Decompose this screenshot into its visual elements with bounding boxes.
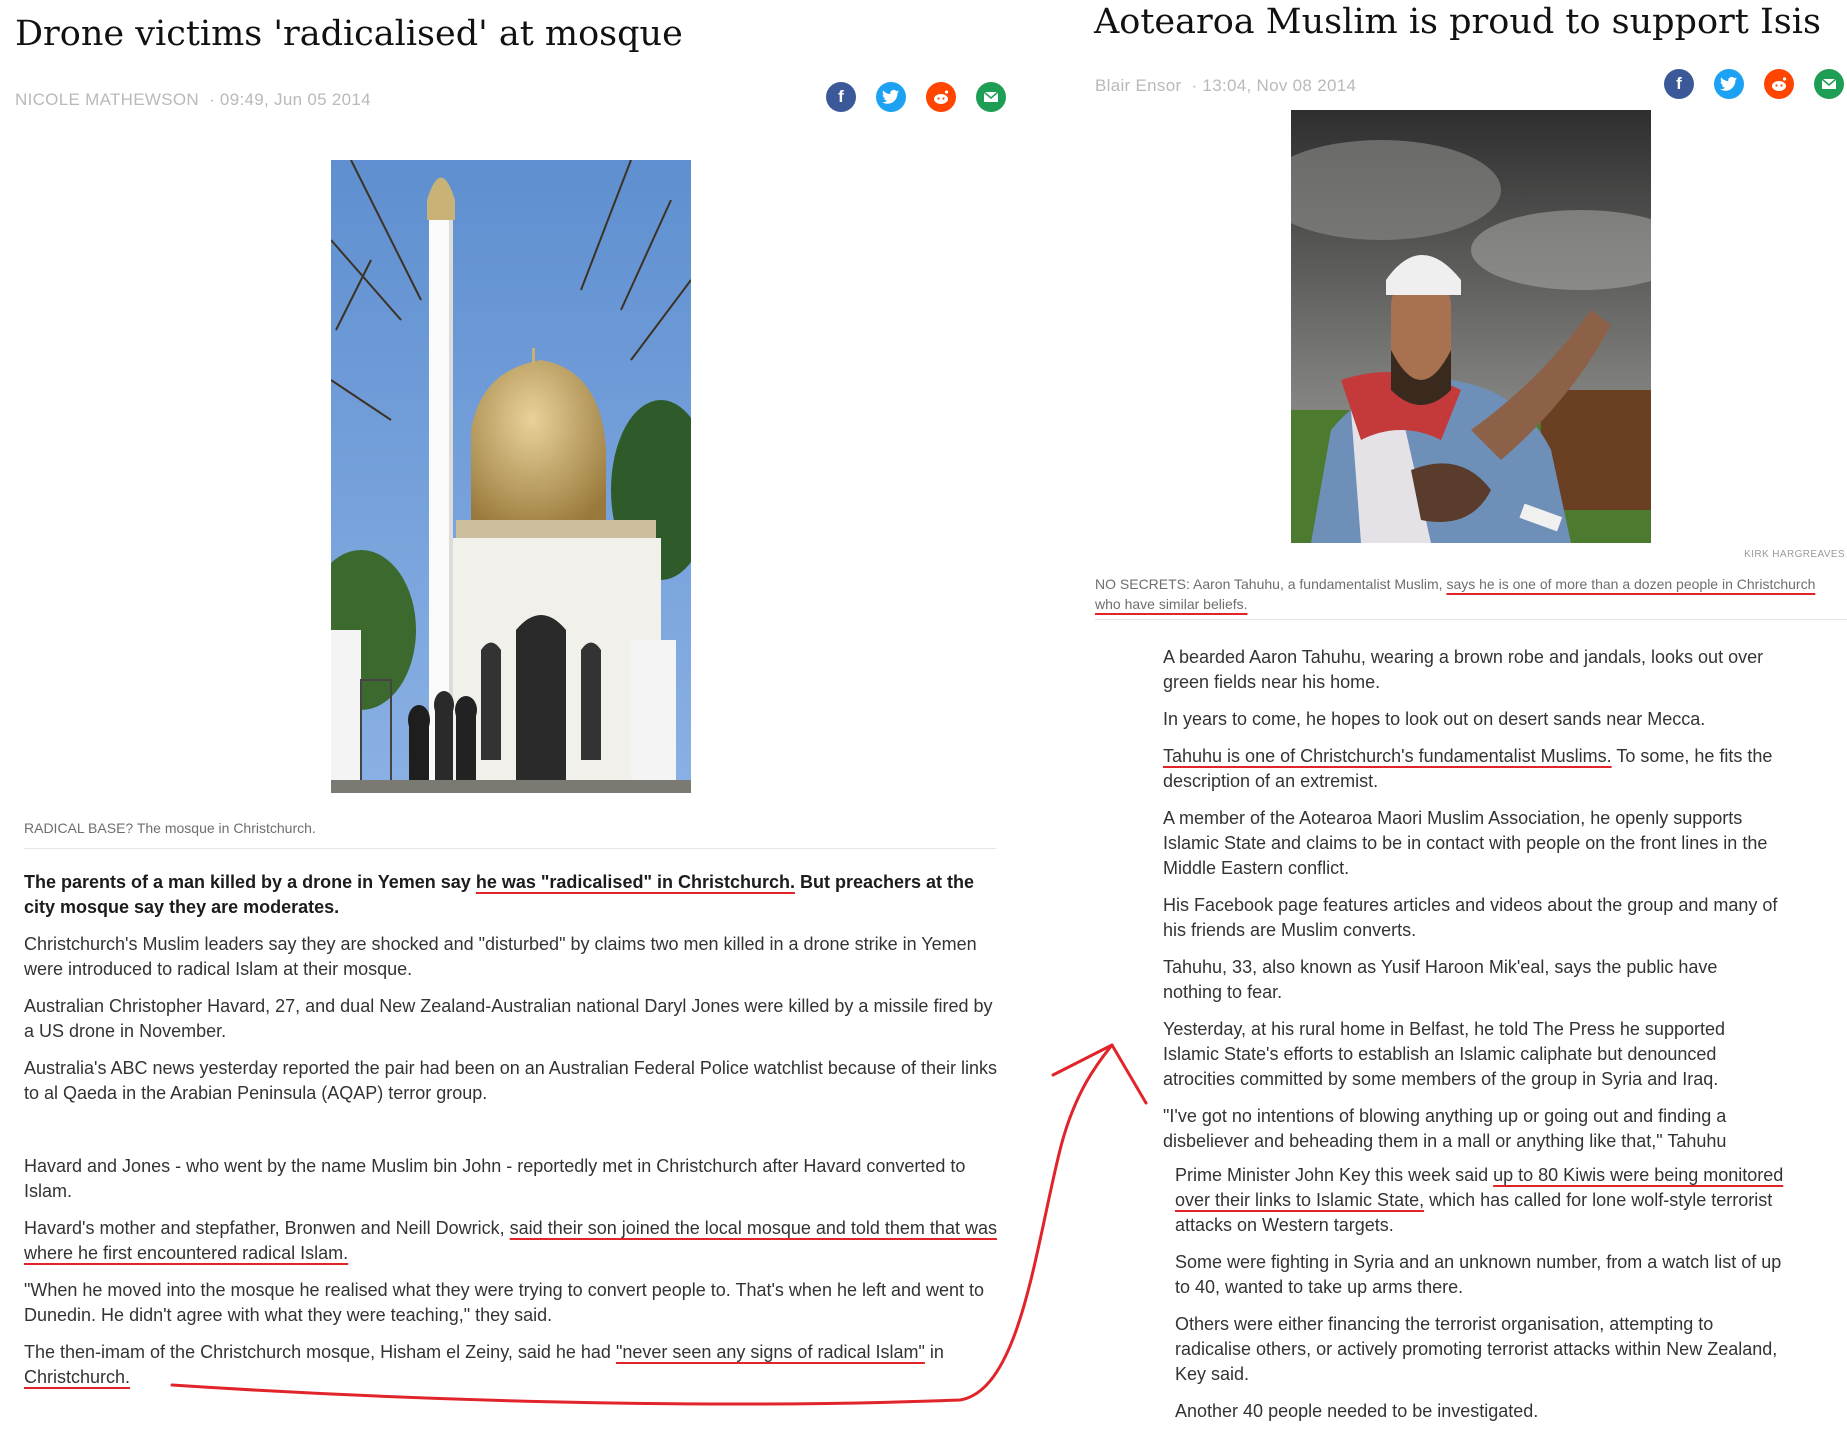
left-underline-never-seen: "never seen any signs of radical Islam" (615, 1342, 925, 1362)
right-paragraph-5: His Facebook page features articles and videos about the group and many of his friends are Muslim converts. (1163, 895, 1778, 940)
left-paragraph-7: The then-imam of the Christchurch mosque, Hisham el Zeiny, said he had "never seen any signs of radical Islam" in Christchurch. (24, 1342, 944, 1387)
left-underline-radicalised: he was "radicalised" in Christchurch. (475, 872, 795, 892)
right-author[interactable]: Blair Ensor (1095, 76, 1182, 95)
facebook-icon[interactable]: f (826, 82, 856, 112)
right-paragraph-12: Another 40 people needed to be investigated. (1175, 1401, 1539, 1421)
right-paragraph-3: Tahuhu is one of Christchurch's fundamentalist Muslims. To some, he fits the description of an extremist. (1163, 746, 1773, 791)
right-paragraph-6: Tahuhu, 33, also known as Yusif Haroon Mik'eal, says the public have nothing to fear. (1163, 957, 1718, 1002)
right-headline: Aotearoa Muslim is proud to support Isis (1094, 2, 1821, 42)
right-paragraph-2: In years to come, he hopes to look out on desert sands near Mecca. (1163, 709, 1706, 729)
right-underline-kiwis: up to 80 Kiwis were being monitored over their links to Islamic State, (1175, 1165, 1784, 1210)
annotation-arrowhead (1053, 1045, 1146, 1103)
right-paragraph-8: "I've got no intentions of blowing anything up or going out and finding a disbeliever and beheading them in a mall or anything like that," Tahuhu (1163, 1106, 1727, 1151)
right-paragraph-1: A bearded Aaron Tahuhu, wearing a brown robe and jandals, looks out over green fields near his home. (1163, 647, 1764, 692)
right-underline-fundamentalist: Tahuhu is one of Christchurch's fundamentalist Muslims. (1163, 746, 1612, 766)
left-paragraph-5: Havard's mother and stepfather, Bronwen and Neill Dowrick, said their son joined the local mosque and told them that was where he first encountered radical Islam. (24, 1218, 997, 1263)
left-underline-local-mosque: said their son joined the local mosque and told them that was where he first encountered radical Islam. (24, 1218, 997, 1263)
left-photo-caption: RADICAL BASE? The mosque in Christchurch. (24, 820, 316, 836)
right-paragraph-11: Others were either financing the terrorist organisation, attempting to radicalise others, or actively promoting terrorist attacks within New Zealand, Key said. (1175, 1314, 1778, 1384)
left-timestamp: · 09:49, Jun 05 2014 (208, 90, 371, 109)
left-paragraph-4: Havard and Jones - who went by the name Muslim bin John - reportedly met in Christchurch after Havard converted to Islam. (24, 1156, 966, 1201)
right-underline-caption: says he is one of more than a dozen people in Christchurch who have similar beliefs. (1095, 576, 1816, 612)
right-paragraph-4: A member of the Aotearoa Maori Muslim Association, he openly supports Islamic State and claims to be in contact with people on the front lines in the Middle Eastern conflict. (1163, 808, 1768, 878)
right-paragraph-7: Yesterday, at his rural home in Belfast, he told The Press he supported Islamic State's efforts to establish an Islamic caliphate but denounced atrocities committed by some members of the group in Syria and Iraq. (1163, 1019, 1725, 1089)
annotation-arrow-stroke (172, 1045, 1112, 1404)
left-paragraph-1: Christchurch's Muslim leaders say they are shocked and "disturbed" by claims two men killed in a drone strike in Yemen were introduced to radical Islam at their mosque. (24, 934, 977, 979)
photo-credit: KIRK HARGREAVES (1744, 549, 1845, 560)
left-paragraph-2: Australian Christopher Havard, 27, and dual New Zealand-Australian national Daryl Jones were killed by a missile fired by a US drone in November. (24, 996, 993, 1041)
right-timestamp: · 13:04, Nov 08 2014 (1191, 76, 1357, 95)
left-author[interactable]: NICOLE MATHEWSON (15, 90, 199, 109)
right-paragraph-9: Prime Minister John Key this week said up to 80 Kiwis were being monitored over their links to Islamic State, which has called for lone wolf-style terrorist attacks on Western targets. (1175, 1165, 1784, 1235)
left-underline-christchurch: Christchurch. (24, 1367, 131, 1387)
facebook-icon[interactable]: f (1664, 69, 1694, 99)
right-paragraph-10: Some were fighting in Syria and an unknown number, from a watch list of up to 40, wanted to take up arms there. (1175, 1252, 1782, 1297)
left-headline: Drone victims 'radicalised' at mosque (15, 14, 683, 54)
left-paragraph-3: Australia's ABC news yesterday reported the pair had been on an Australian Federal Police watchlist because of their links to al Qaeda in the Arabian Peninsula (AQAP) terror group. (24, 1058, 997, 1103)
right-photo-caption: NO SECRETS: Aaron Tahuhu, a fundamentalist Muslim, says he is one of more than a dozen people in Christchurch who have similar beliefs. (1095, 576, 1816, 612)
left-lead-paragraph: The parents of a man killed by a drone in Yemen say he was "radicalised" in Christchurch. But preachers at the city mosque say they are moderates. (24, 872, 975, 917)
left-paragraph-6: "When he moved into the mosque he realised what they were trying to convert people to. That's when he left and went to Dunedin. He didn't agree with what they were teaching," they said. (24, 1280, 985, 1325)
